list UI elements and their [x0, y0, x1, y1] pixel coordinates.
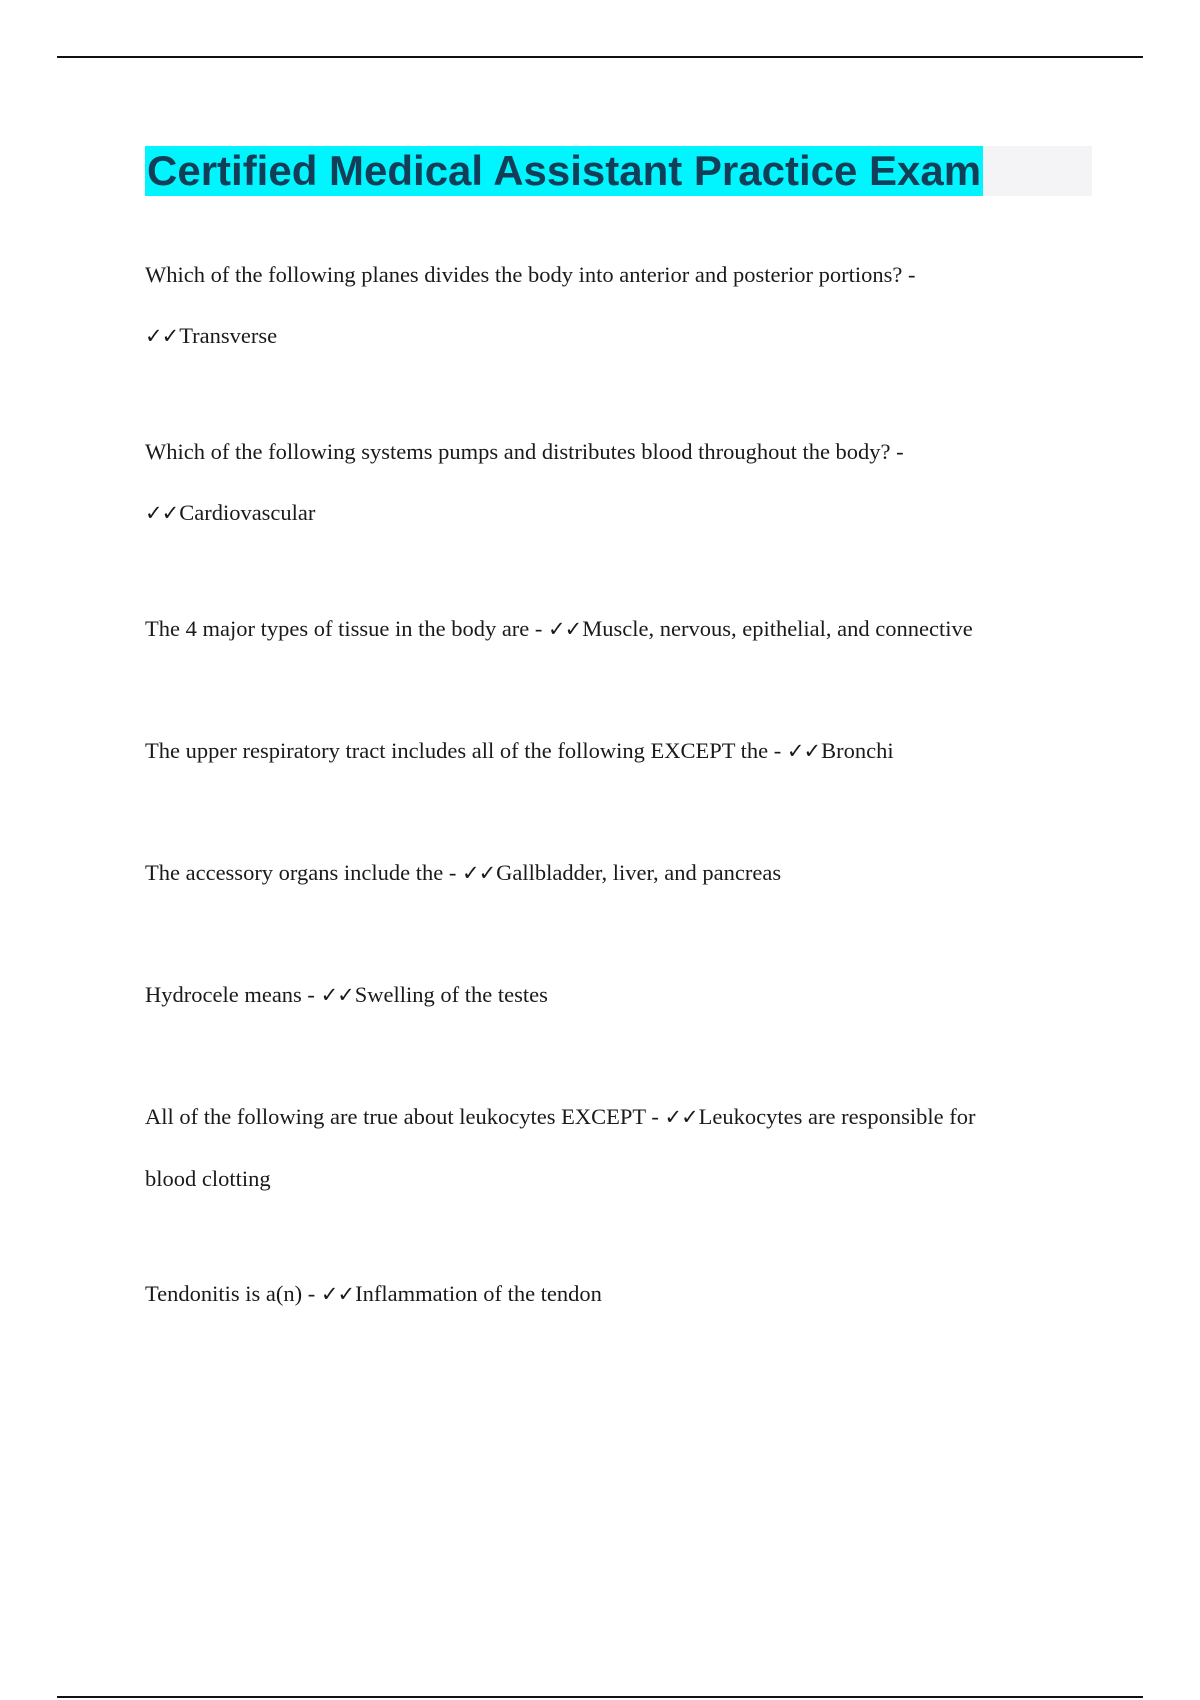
double-check-icon: ✓✓ — [548, 617, 582, 641]
footer-rule — [57, 1696, 1143, 1698]
answer-text: Gallbladder, liver, and pancreas — [496, 860, 782, 885]
question-text: Which of the following planes divides the body into anterior and posterior portions? - — [145, 262, 916, 287]
question-text: Tendonitis is a(n) - — [145, 1281, 316, 1306]
double-check-icon: ✓✓ — [320, 983, 354, 1007]
question-text: All of the following are true about leukocytes EXCEPT - — [145, 1104, 659, 1129]
double-check-icon: ✓✓ — [320, 1282, 355, 1306]
question-text: Which of the following systems pumps and distributes blood throughout the body? - — [145, 439, 904, 464]
title-band — [145, 146, 1092, 196]
qa-item-5 — [145, 842, 1065, 904]
double-check-icon: ✓✓ — [461, 861, 496, 885]
question-text: Hydrocele means - — [145, 982, 315, 1007]
answer-text: Muscle, nervous, epithelial, and connective — [582, 616, 973, 641]
qa-item-4 — [145, 720, 1065, 782]
answer-line — [145, 482, 1065, 544]
answer-text: Inflammation of the tendon — [355, 1281, 602, 1306]
answer-text: Swelling of the testes — [354, 982, 548, 1007]
double-check-icon: ✓✓ — [664, 1105, 698, 1129]
question-text: The accessory organs include the - — [145, 860, 457, 885]
page-title: Certified Medical Assistant Practice Exam — [147, 147, 982, 194]
double-check-icon: ✓✓ — [145, 324, 179, 348]
answer-line — [145, 305, 1065, 367]
question-text: The upper respiratory tract includes all of the following EXCEPT the - — [145, 738, 782, 763]
qa-list — [145, 244, 1065, 1325]
qa-item-2 — [145, 421, 1065, 544]
qa-item-8 — [145, 1263, 1065, 1325]
answer-text: Leukocytes are responsible for — [698, 1104, 976, 1129]
qa-item-3 — [145, 598, 1065, 660]
question-answer-line — [145, 1086, 1065, 1148]
answer-continuation: blood clotting — [145, 1166, 271, 1191]
answer-text: Cardiovascular — [179, 500, 316, 525]
qa-item-1 — [145, 244, 1065, 367]
question-text: The 4 major types of tissue in the body are - — [145, 616, 543, 641]
double-check-icon: ✓✓ — [145, 501, 179, 525]
answer-text: Bronchi — [821, 738, 894, 763]
qa-item-6 — [145, 964, 1065, 1026]
qa-item-7 — [145, 1086, 1065, 1209]
double-check-icon: ✓✓ — [786, 739, 821, 763]
header-rule — [57, 56, 1143, 58]
answer-text: Transverse — [179, 323, 278, 348]
